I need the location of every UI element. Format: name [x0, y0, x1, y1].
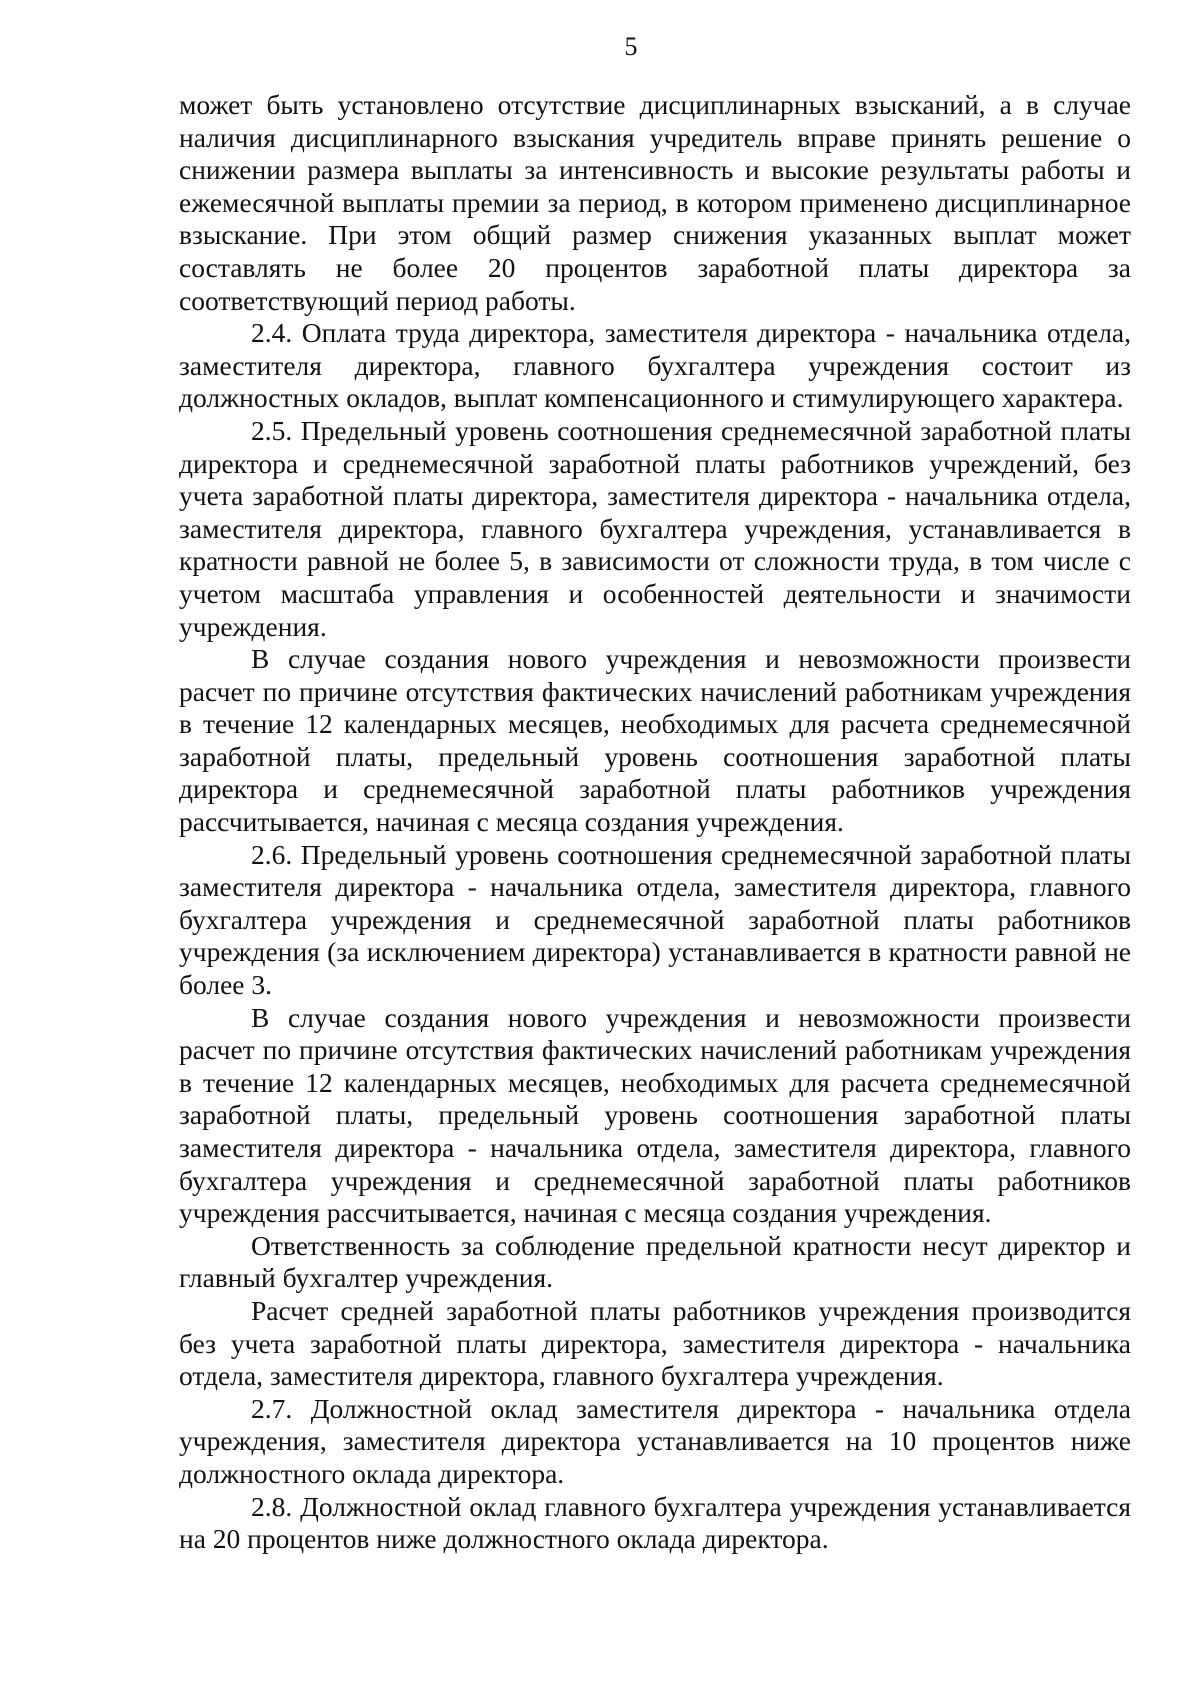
paragraph-2-6-new-institution: В случае создания нового учреждения и невозможности произвести расчет по причине отсутствия фактических начислений работникам учреждения в течение 12 календарных месяцев, необходимых для расчета среднемесячной заработной платы, предельный уровень соотношения заработной платы заместителя директора - начальника отдела, заместителя директора, главного бухгалтера учреждения и среднемесячной заработной платы работников учреждения рассчитывается, начиная с месяца создания учреждения.: [179, 1001, 1131, 1229]
paragraph-2-6: 2.6. Предельный уровень соотношения среднемесячной заработной платы заместителя директора - начальника отдела, заместителя директора, главного бухгалтера учреждения и среднемесячной заработной платы работников учреждения (за исключением директора) устанавливается в кратности равной не более 3.: [179, 838, 1131, 1001]
document-body: [179, 89, 1131, 1556]
paragraph-2-5-new-institution: В случае создания нового учреждения и невозможности произвести расчет по причине отсутствия фактических начислений работникам учреждения в течение 12 календарных месяцев, необходимых для расчета среднемесячной заработной платы, предельный уровень соотношения заработной платы директора и среднемесячной заработной платы работников учреждения рассчитывается, начиная с месяца создания учреждения.: [179, 643, 1131, 838]
paragraph-2-5: 2.5. Предельный уровень соотношения среднемесячной заработной платы директора и среднемесячной заработной платы работников учреждений, без учета заработной платы директора, заместителя директора - начальника отдела, заместителя директора, главного бухгалтера учреждения, устанавливается в кратности равной не более 5, в зависимости от сложности труда, в том числе с учетом масштаба управления и особенностей деятельности и значимости учреждения.: [179, 414, 1131, 642]
paragraph-average-salary-calculation: Расчет средней заработной платы работников учреждения производится без учета заработной платы директора, заместителя директора - начальника отдела, заместителя директора, главного бухгалтера учреждения.: [179, 1294, 1131, 1392]
paragraph-responsibility: Ответственность за соблюдение предельной кратности несут директор и главный бухгалтер учреждения.: [179, 1229, 1131, 1294]
paragraph-2-4: 2.4. Оплата труда директора, заместителя директора - начальника отдела, заместителя директора, главного бухгалтера учреждения состоит из должностных окладов, выплат компенсационного и стимулирующего характера.: [179, 317, 1131, 414]
paragraph-continuation: может быть установлено отсутствие дисциплинарных взысканий, а в случае наличия дисциплинарного взыскания учредитель вправе принять решение о снижении размера выплаты за интенсивность и высокие результаты работы и ежемесячной выплаты премии за период, в котором применено дисциплинарное взыскание. При этом общий размер снижения указанных выплат может составлять не более 20 процентов заработной платы директора за соответствующий период работы.: [179, 89, 1131, 316]
paragraph-2-8: 2.8. Должностной оклад главного бухгалтера учреждения устанавливается на 20 процентов ниже должностного оклада директора.: [179, 1490, 1131, 1555]
page-number: 5: [624, 32, 638, 61]
paragraph-2-7: 2.7. Должностной оклад заместителя директора - начальника отдела учреждения, заместителя директора устанавливается на 10 процентов ниже должностного оклада директора.: [179, 1392, 1131, 1489]
